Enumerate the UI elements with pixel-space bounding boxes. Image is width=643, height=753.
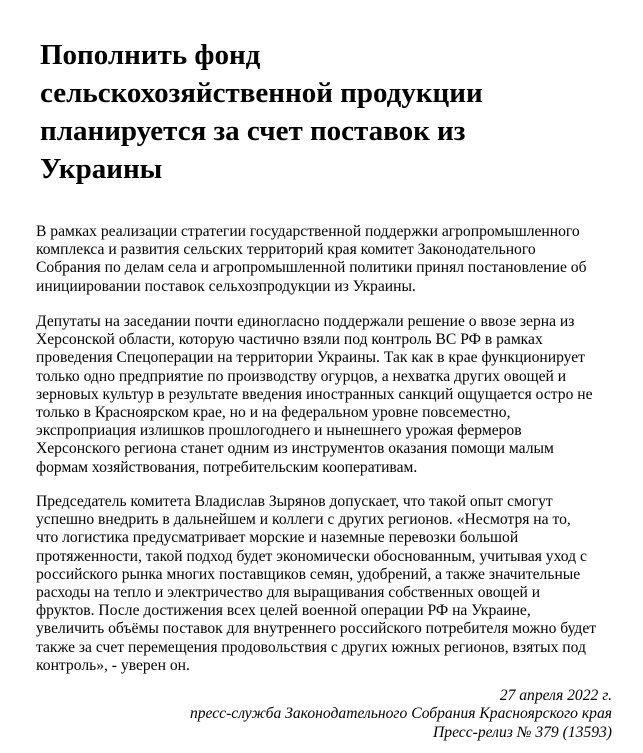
release-number: Пресс-релиз № 379 (13593)	[433, 723, 612, 741]
paragraph-line: комплекса и развития сельских территорий края комитет Законодательного	[36, 241, 536, 259]
paragraph-2	[36, 313, 636, 477]
paragraph-line: экспроприация излишков прошлогоднего и нынешнего урожая фермеров	[36, 422, 522, 440]
paragraph-line: Собрания по делам села и агропромышленной политики принял постановление об	[36, 259, 587, 277]
paragraph-line: зерновых культур в результате введения иностранных санкций ощущается остро не	[36, 385, 593, 403]
paragraph-line: Херсонской области, которую частично взяли под контроль ВС РФ в рамках	[36, 331, 543, 349]
title-line: планируется за счет поставок из	[40, 115, 466, 147]
title-line: Украины	[40, 153, 163, 185]
paragraph-line: увеличить объёмы поставок для внутреннего российского потребителя можно будет	[36, 620, 597, 638]
paragraph-line: протяженности, такой подход будет экономически обоснованным, учитывая уход с	[36, 547, 587, 565]
paragraph-line: инициировании поставок сельхозпродукции из Украины.	[36, 277, 416, 295]
release-date: 27 апреля 2022 г.	[499, 687, 612, 704]
press-signature	[190, 687, 612, 742]
paragraph-line: успешно внедрить в дальнейшем и коллеги с других регионов. «Несмотря на то,	[36, 511, 571, 529]
paragraph-line: Херсонского региона станет одним из инструментов оказания помощи малым	[36, 440, 554, 458]
title-line: сельскохозяйственной продукции	[40, 77, 483, 109]
paragraph-line: Председатель комитета Владислав Зырянов допускает, что такой опыт смогут	[36, 493, 553, 510]
paragraph-line: проведения Спецоперации на территории Украины. Так как в крае функционирует	[36, 349, 586, 367]
paragraph-line: российского рынка многих поставщиков семян, удобрений, а также значительные	[36, 565, 581, 583]
paragraph-line: что логистика предусматривает морские и наземные перевозки большой	[36, 529, 519, 547]
paragraph-line: расходы на тепло и электричество для выращивания собственных овощей и	[36, 584, 541, 602]
paragraph-line: В рамках реализации стратегии государственной поддержки агропромышленного	[36, 223, 580, 240]
paragraph-line: формам хозяйствования, потребительским кооперативам.	[36, 458, 418, 476]
title-line: Пополнить фонд	[40, 39, 261, 71]
paragraph-line: также за счет перемещения продовольствия с других южных регионов, взятых под	[36, 638, 586, 656]
paragraph-line: только одно предприятие по производству огурцов, а нехватка других овощей и	[36, 367, 567, 385]
paragraph-line: фруктов. После достижения всех целей военной операции РФ на Украине,	[36, 602, 531, 620]
paragraph-line: контроль», - уверен он.	[36, 656, 190, 674]
paragraph-line: только в Красноярском крае, но и на федеральном уровне повсеместно,	[36, 404, 511, 422]
press-service: пресс-служба Законодательного Собрания Красноярского края	[189, 705, 612, 723]
article-title	[40, 36, 625, 188]
paragraph-1	[36, 223, 636, 296]
paragraph-3	[36, 493, 636, 675]
paragraph-line: Депутаты на заседании почти единогласно поддержали решение о ввозе зерна из	[36, 313, 575, 330]
